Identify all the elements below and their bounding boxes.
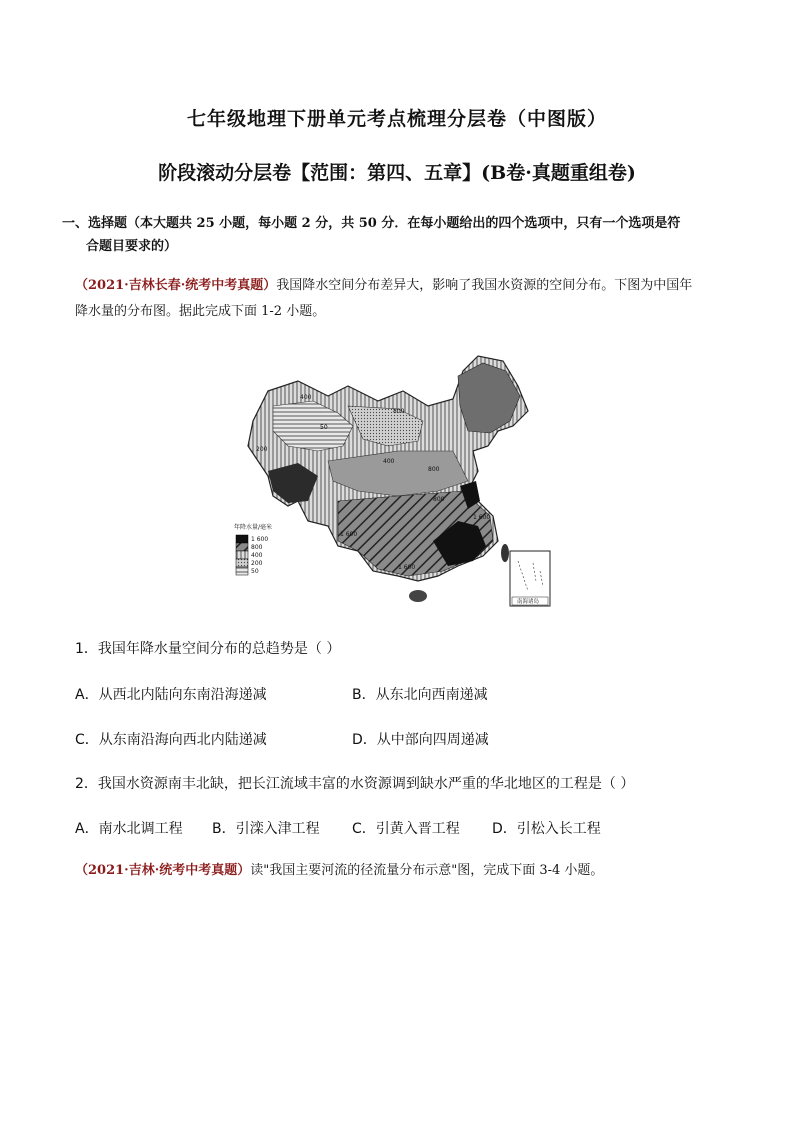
question-1-option-d[interactable]: D．从中部向四周递减 — [352, 732, 489, 748]
contour-label: 400 — [383, 458, 395, 465]
contour-label: 1 600 — [473, 514, 491, 521]
precipitation-map — [228, 351, 566, 615]
question-2-stem: 2．我国水资源南丰北缺，把长江流域丰富的水资源调到缺水严重的华北地区的工程是（ ） — [75, 776, 635, 792]
section-heading-line1: 一、选择题（本大题共 25 小题，每小题 2 分，共 50 分．在每小题给出的四个选项中，只有一个选项是符 — [62, 216, 681, 231]
legend-item: 50 — [251, 568, 259, 575]
contour-label: 800 — [428, 466, 440, 473]
question-1-option-a[interactable]: A．从西北内陆向东南沿海递减 — [75, 687, 267, 703]
intro-text-3: 读"我国主要河流的径流量分布示意"图，完成下面 3-4 小题。 — [250, 863, 604, 878]
south-china-sea-inset — [510, 551, 550, 606]
contour-label: 50 — [320, 424, 328, 431]
hainan-island — [409, 590, 427, 602]
section-heading-line2: 合题目要求的） — [86, 239, 178, 254]
source-tag: （2021·吉林长春·统考中考真题） — [75, 278, 277, 293]
contour-label: 200 — [256, 446, 268, 453]
contour-label: 800 — [433, 496, 445, 503]
legend-item: 400 — [251, 552, 263, 559]
intro-text-1: 我国降水空间分布差异大，影响了我国水资源的空间分布。下图为中国年 — [276, 278, 693, 293]
source-tag: （2021·吉林·统考中考真题） — [75, 863, 251, 878]
question-block-intro-1 — [75, 273, 745, 325]
question-2-option-b[interactable]: B．引滦入津工程 — [212, 821, 320, 837]
legend-item: 200 — [251, 560, 263, 567]
question-1-stem: 1．我国年降水量空间分布的总趋势是（ ） — [75, 641, 341, 657]
contour-label: 800 — [393, 408, 405, 415]
legend-item: 800 — [251, 544, 263, 551]
question-2-option-a[interactable]: A．南水北调工程 — [75, 821, 183, 837]
intro-text-2: 降水量的分布图。据此完成下面 1-2 小题。 — [75, 304, 326, 319]
contour-label: 1 600 — [398, 564, 416, 571]
question-1-option-c[interactable]: C．从东南沿海向西北内陆递减 — [75, 732, 267, 748]
contour-label: 1 600 — [340, 531, 358, 538]
question-1-option-b[interactable]: B．从东北向西南递减 — [352, 687, 488, 703]
question-2-option-c[interactable]: C．引黄入晋工程 — [352, 821, 460, 837]
legend-title: 年降水量/毫米 — [234, 524, 273, 531]
page-title: 七年级地理下册单元考点梳理分层卷（中图版） — [186, 108, 607, 130]
page-subtitle: 阶段滚动分层卷【范围：第四、五章】(B卷·真题重组卷) — [158, 162, 636, 184]
map-legend — [234, 523, 272, 575]
question-2-option-d[interactable]: D．引松入长工程 — [492, 821, 601, 837]
contour-label: 400 — [300, 394, 312, 401]
section-heading — [62, 212, 742, 258]
legend-item: 1 600 — [251, 536, 269, 543]
taiwan-island — [501, 544, 509, 562]
question-block-intro-2 — [75, 858, 745, 884]
inset-label: 南海诸岛 — [517, 599, 540, 605]
